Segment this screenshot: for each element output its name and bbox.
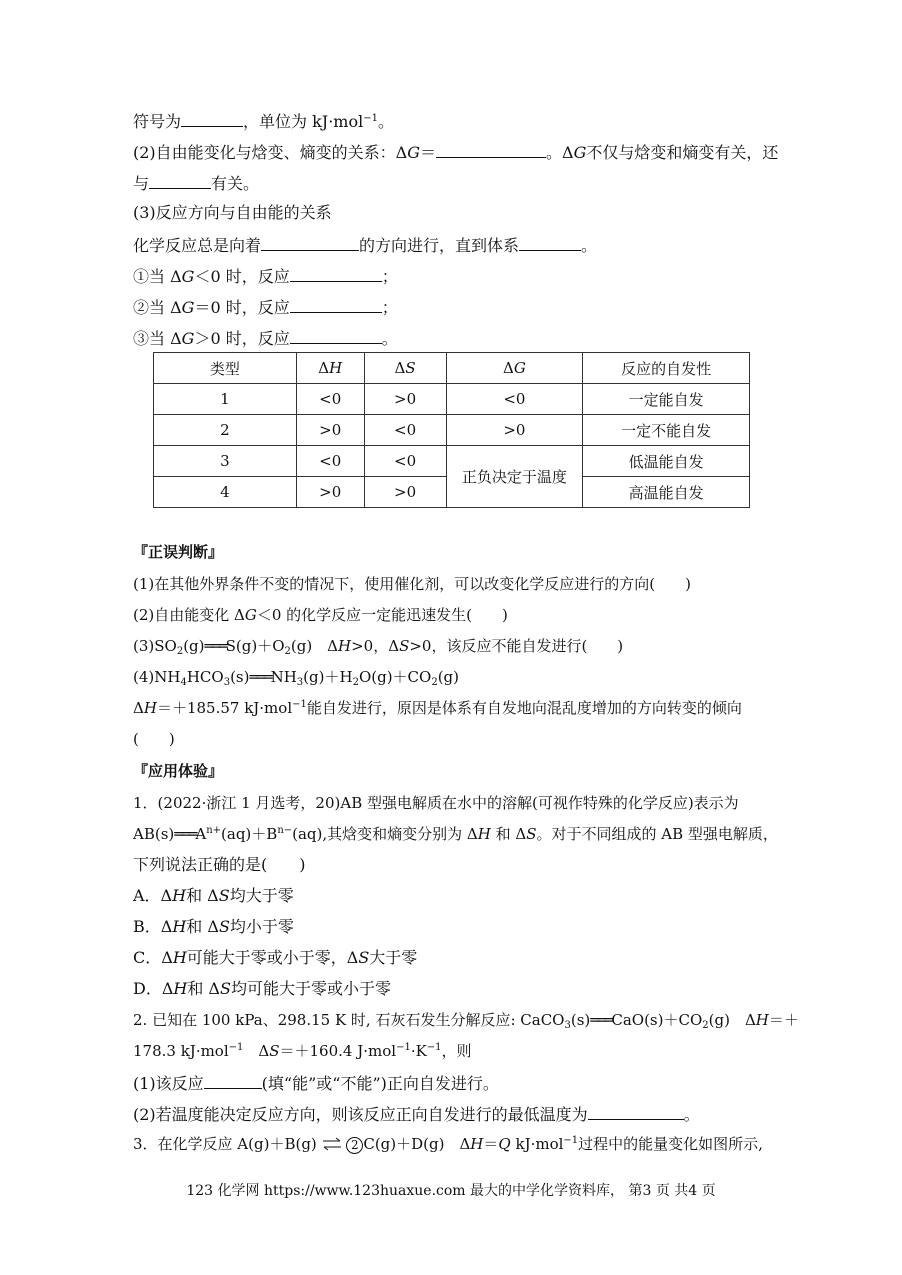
line-direction: 化学反应总是向着 的方向进行，直到体系 。 (133, 233, 597, 255)
problem-2-line-2: 178.3 kJ·mol$^{-1}$ ΔS＝＋160.4 $J\cdot mol^{-1}\cdot K^{-1}$，则 (133, 1042, 472, 1060)
blank[interactable] (436, 140, 546, 158)
spontaneity-table (153, 352, 750, 508)
blank[interactable] (290, 264, 382, 282)
line-related-to: 与 有关。 (133, 171, 259, 193)
problem-2-line-1: 2. 已知在 100 kPa、298.15 K 时, 石灰石发生分解反应: $CaCO_3(s)═══CaO(s)+CO_2(g)$ ΔH＝＋ (133, 1011, 799, 1031)
blank[interactable] (519, 233, 581, 251)
option-c[interactable]: C．ΔH可能大于零或小于零，ΔS大于零 (133, 948, 418, 967)
blank[interactable] (204, 1071, 262, 1089)
table-header-row (154, 353, 750, 384)
problem-3-line-1: 3．在化学反应 A(g)＋B(g) 2 C(g)＋D(g) ΔH＝Q kJ·mol$^{-1}$过程中的能量变化如图所示, (133, 1135, 763, 1153)
table-header: ΔH (296, 353, 364, 384)
table-cell: 1 (154, 384, 297, 415)
table-cell: >0 (296, 415, 364, 446)
blank[interactable] (290, 326, 382, 344)
blank[interactable] (181, 109, 243, 127)
line-gibbs-relation: (2)自由能变化与焓变、熵变的关系：ΔG＝ 。ΔG不仅与焓变和熵变有关，还 (133, 140, 778, 162)
circled-number: 2 (346, 1137, 363, 1154)
problem-2-q2: (2)若温度能决定反应方向，则该反应正向自发进行的最低温度为 。 (133, 1102, 700, 1124)
judge-q4-detail: ΔH＝＋185.57 kJ·mol$^{-1}$能自发进行，原因是体系有自发地向混乱度增加的方向转变的倾向 (133, 699, 742, 717)
blank[interactable] (261, 233, 359, 251)
table-header: 类型 (154, 353, 297, 384)
section-title-apply: 『应用体验』 (133, 762, 224, 780)
problem-1-line-2: $AB(s)═══A^{n+}(aq)+B^{n-}(aq)$,其焓变和熵变分别为 ΔH 和 ΔS。对于不同组成的 AB 型强电解质， (133, 825, 778, 843)
page-footer: 123 化学网 https://www.123huaxue.com 最大的中学化学资料库， 第3 页 共4 页 (186, 1183, 716, 1199)
table-cell: 一定能自发 (583, 384, 750, 415)
option-d[interactable]: D．ΔH和 ΔS均可能大于零或小于零 (133, 979, 391, 998)
judge-q3: $(3)SO_2(g)═══S(g)+O_2(g)$ ΔH>0，ΔS>0，该反应不能自发进行( ) (133, 637, 624, 657)
table-cell: <0 (296, 384, 364, 415)
line-case-3: ③当 ΔG＞0 时，反应 。 (133, 326, 398, 348)
option-b[interactable]: B．ΔH和 ΔS均小于零 (133, 917, 294, 936)
table-header: ΔS (364, 353, 446, 384)
table-cell: 高温能自发 (583, 477, 750, 508)
line-case-2: ②当 ΔG＝0 时，反应 ； (133, 295, 398, 317)
table-row (154, 415, 750, 446)
table-cell: >0 (296, 477, 364, 508)
table-cell: <0 (296, 446, 364, 477)
line-case-1: ①当 ΔG＜0 时，反应 ； (133, 264, 398, 286)
reversible-arrow-icon (322, 1137, 342, 1151)
line-direction-heading: (3)反应方向与自由能的关系 (133, 203, 332, 222)
problem-2-q1: (1)该反应 (填“能”或“不能”)正向自发进行。 (133, 1071, 499, 1093)
judge-q4: $(4)NH_4HCO_3(s)═══NH_3(g)+H_2O(g)+CO_2(g)$ (133, 668, 460, 688)
judge-q1: (1)在其他外界条件不变的情况下，使用催化剂，可以改变化学反应进行的方向( ) (133, 575, 691, 593)
table-cell: >0 (364, 384, 446, 415)
judge-q4-bracket: ( ) (133, 730, 175, 748)
table-cell: <0 (364, 415, 446, 446)
table-cell-merged: 正负决定于温度 (446, 446, 583, 508)
problem-1-line-3: 下列说法正确的是( ) (133, 855, 306, 874)
blank[interactable] (588, 1102, 684, 1120)
table-cell: 低温能自发 (583, 446, 750, 477)
problem-1-line-1: 1．(2022·浙江 1 月选考，20)AB 型强电解质在水中的溶解(可视作特殊的化学反应)表示为 (133, 794, 739, 812)
table-cell: <0 (364, 446, 446, 477)
option-a[interactable]: A．ΔH和 ΔS均大于零 (133, 886, 294, 905)
table-cell: >0 (446, 415, 583, 446)
table-cell: >0 (364, 477, 446, 508)
blank[interactable] (290, 295, 382, 313)
section-title-judge: 『正误判断』 (133, 543, 224, 561)
table-cell: 4 (154, 477, 297, 508)
judge-q2: (2)自由能变化 ΔG＜0 的化学反应一定能迅速发生( ) (133, 606, 508, 624)
line-symbol-unit: 符号为 ，单位为 kJ·mol$^{-1}$。 (133, 109, 394, 131)
table-header: ΔG (446, 353, 583, 384)
table-header: 反应的自发性 (583, 353, 750, 384)
table-cell: 一定不能自发 (583, 415, 750, 446)
table-row (154, 384, 750, 415)
table-cell: <0 (446, 384, 583, 415)
table-row (154, 446, 750, 477)
table-cell: 3 (154, 446, 297, 477)
blank[interactable] (149, 171, 211, 189)
table-cell: 2 (154, 415, 297, 446)
